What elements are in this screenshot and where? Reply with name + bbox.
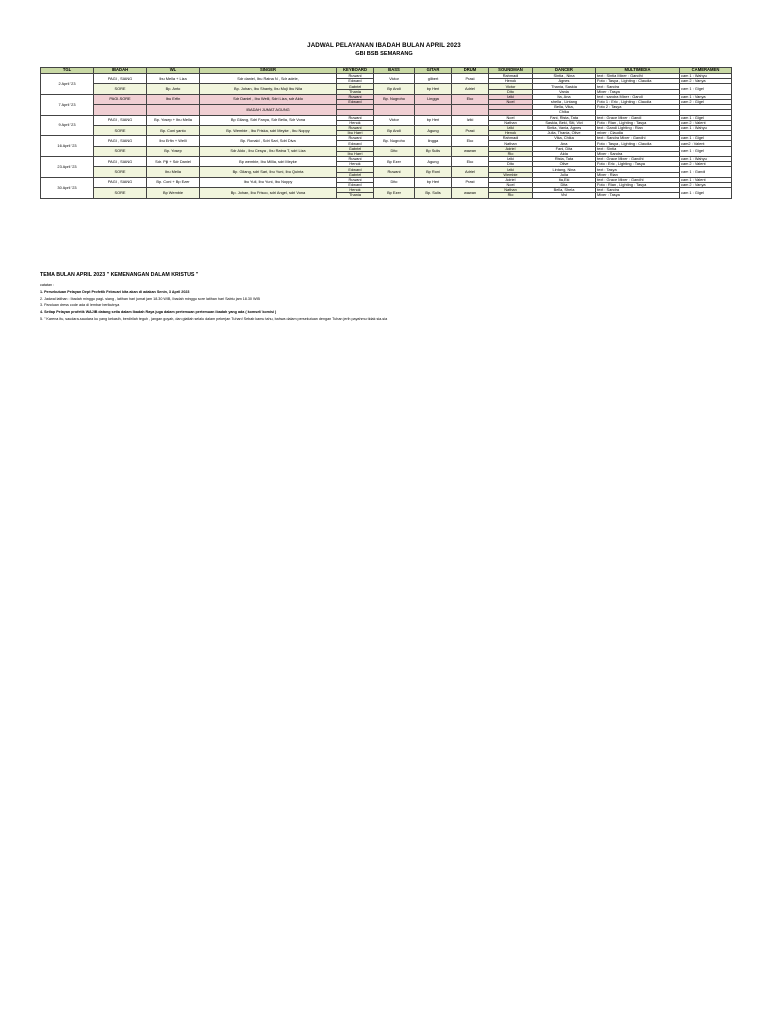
dancer-cell: Ita, Ana — [533, 94, 596, 99]
cameramen-cell: cam 1 : Wahyu — [680, 125, 732, 130]
worship-leader-cell: Bp. Anto — [147, 84, 200, 94]
multimedia-cell: Mixer : Sandra — [596, 151, 680, 156]
cameramen-cell: cam 1 : Gigel — [680, 136, 732, 141]
soundman-cell: Noel — [489, 115, 533, 120]
note-line: 3. Panduan dress code ada di lembar berikutnya — [40, 303, 120, 308]
drum-cell: Eko — [452, 157, 489, 167]
singer-cell: Bp. Gilang, sdri Sari, Ibu Yuni, Ibu Quinta — [200, 167, 337, 177]
guitar-cell: Bp. Sulis — [415, 188, 452, 198]
multimedia-cell: Foto : Tasya , Lighting : Claudia — [596, 79, 680, 84]
multimedia-cell: Foto : Eric , Lighting : Tasya — [596, 162, 680, 167]
note-line: 1. Persekutuan Pelayan Dept Profetik Februari kita akan di adakan Senin, 3 April 2023 — [40, 289, 190, 294]
header-cell: GITAR — [415, 68, 452, 74]
dancer-cell: Ita,Eki — [533, 177, 596, 182]
multimedia-cell: text : Sintia — [596, 146, 680, 151]
guitar-cell: Lingga — [415, 94, 452, 104]
table-row — [41, 115, 732, 120]
cameramen-cell: cam 1 : Vanya — [680, 94, 732, 99]
worship-leader-cell — [147, 105, 200, 115]
drum-cell: Eko — [452, 94, 489, 104]
keyboard-cell: Edward — [337, 141, 374, 146]
drum-cell: Prast — [452, 74, 489, 84]
keyboard-cell: Ruwani — [337, 94, 374, 99]
keyboard-cell: Edward — [337, 79, 374, 84]
worship-leader-cell: Bp. Coni yanto — [147, 125, 200, 135]
date-cell: 16 April '23 — [41, 136, 94, 157]
soundman-cell: Rio — [489, 151, 533, 156]
service-cell: SORE — [94, 84, 147, 94]
singer-cell: Bp. Ronald , Sdri Sari, Sdri Diva — [200, 136, 337, 146]
multimedia-cell: Foto 1 : Eric , Lighting : Claudia — [596, 99, 680, 104]
bass-cell: Dito — [374, 146, 415, 156]
header-cell: CAMERAMEN — [680, 68, 732, 74]
bass-cell: Victor — [374, 74, 415, 84]
soundman-cell: Dito — [489, 89, 533, 94]
soundman-cell: Nathan — [489, 120, 533, 125]
bass-cell: Bp. Nugroho — [374, 94, 415, 104]
keyboard-cell: Thania — [337, 89, 374, 94]
worship-leader-cell: Bp. Yosep — [147, 146, 200, 156]
multimedia-cell: Mixer : Rian — [596, 172, 680, 177]
soundman-cell: Rahmadi — [489, 136, 533, 141]
month-theme: TEMA BULAN APRIL 2023 " KEMENANGAN DALAM KRISTUS " — [40, 272, 199, 278]
service-cell: PAGI-SORE — [94, 94, 147, 104]
schedule-table — [40, 67, 732, 199]
multimedia-cell: Foto : Tasya , Lighting : Claudia — [596, 141, 680, 146]
cameramen-cell: cam 1 : Gandi — [680, 167, 732, 177]
document-title: JADWAL PELAYANAN IBADAH BULAN APRIL 2023 — [307, 42, 461, 49]
guitar-cell: bp Heri — [415, 115, 452, 125]
service-cell: SORE — [94, 146, 147, 156]
soundman-cell: Henok — [489, 131, 533, 136]
worship-leader-cell: Bp. Yosep + Ibu Mella — [147, 115, 200, 125]
soundman-cell: Nathan — [489, 141, 533, 146]
multimedia-cell: text : sandra Mixer : Gandi — [596, 94, 680, 99]
notes-section — [40, 272, 740, 323]
keyboard-cell: Ibu Harri — [337, 151, 374, 156]
dancer-cell: Fani, Rista, Tata — [533, 115, 596, 120]
header-cell: BASS — [374, 68, 415, 74]
dancer-cell: Chika — [533, 110, 596, 115]
cameramen-cell: cam 1 : Gigel — [680, 115, 732, 120]
cameramen-cell: cam2 : Valent — [680, 141, 732, 146]
worship-leader-cell: Sdr. Piji + Sdr Daniel — [147, 157, 200, 167]
soundman-cell: Rahmadi — [489, 74, 533, 79]
drum-cell: Prast — [452, 125, 489, 135]
worship-leader-cell: Bp. Coni + Bp Ezer — [147, 177, 200, 187]
drum-cell: Adriel — [452, 84, 489, 94]
multimedia-cell: text : Grace Mixer : Gandi — [596, 115, 680, 120]
worship-leader-cell: Ibu Mella — [147, 167, 200, 177]
service-cell: PAGI , SIANG — [94, 177, 147, 187]
multimedia-cell: text : Sandra Mixer : Gandhi — [596, 136, 680, 141]
cameramen-cell: cam 2 : Valent — [680, 162, 732, 167]
cameramen-cell: cam 1 : Wahyu — [680, 74, 732, 79]
table-row — [41, 136, 732, 141]
multimedia-cell: Foto 2 : Tasya — [596, 105, 680, 110]
multimedia-cell: text : Tasya — [596, 167, 680, 172]
keyboard-cell: Ruwani — [337, 125, 374, 130]
keyboard-cell: Ibu Harri — [337, 131, 374, 136]
keyboard-cell: Ruwani — [337, 74, 374, 79]
guitar-cell: bp Heri — [415, 84, 452, 94]
table-row — [41, 125, 732, 130]
cameramen-cell: cam 1 : Gigel — [680, 188, 732, 198]
note-line: 5. " Karena itu, saudara-saudara ku yang kekasih, berdirilah teguh , jangan goyah, dan giatlah selalu dalam pekerjan Tuhan! Sebab kamu tahu, bahwa dalam persekutuan dengan Tuhan jerih payahmu tidak sia-sia — [40, 316, 388, 321]
soundman-cell: Henok — [489, 79, 533, 84]
header-cell: IBADAH — [94, 68, 147, 74]
singer-cell: Ibu Yuli, Ibu Yuni, Ibu Noppy — [200, 177, 337, 187]
date-cell: 7 April '23 — [41, 94, 94, 115]
bass-cell: Dito — [374, 177, 415, 187]
table-row — [41, 177, 732, 182]
drum-cell: wawan — [452, 188, 489, 198]
multimedia-cell: text : Sandra — [596, 188, 680, 193]
bass-cell — [374, 105, 415, 115]
note-line: 4. Setiap Pelayan profetik WAJIB datang setia dalam Ibadah Raya juga dalam pertemuan pertemuan ibadah yang ada ( komsel/ komisi ) — [40, 310, 277, 315]
dancer-cell: Sintia, Vania, Agnes — [533, 125, 596, 130]
multimedia-cell: Mixer : Tasya — [596, 193, 680, 198]
header-cell: WL — [147, 68, 200, 74]
multimedia-cell: text : Sintia Mixer : Gandhi — [596, 74, 680, 79]
soundman-cell: Adriel — [489, 146, 533, 151]
cameramen-cell: cam 1 : Valent — [680, 177, 732, 182]
header-cell: DANCER — [533, 68, 596, 74]
guitar-cell: gilbert — [415, 74, 452, 84]
soundman-cell: Nathan — [489, 188, 533, 193]
dancer-cell: Vivi — [533, 193, 596, 198]
header-cell: SINGER — [200, 68, 337, 74]
multimedia-cell: text : Sandra — [596, 84, 680, 89]
dancer-cell: Julia — [533, 172, 596, 177]
note-line: catatan : — [40, 283, 55, 287]
keyboard-cell: Ruwani — [337, 115, 374, 120]
header-cell: SOUNDMAN — [489, 68, 533, 74]
guitar-cell: bp Heri — [415, 177, 452, 187]
soundman-cell: Dito — [489, 162, 533, 167]
worship-leader-cell: Ibu Erfin — [147, 94, 200, 104]
guitar-cell: Agung — [415, 125, 452, 135]
cameramen-cell: cam 1 : Gigel — [680, 146, 732, 156]
date-cell: 9 April '23 — [41, 115, 94, 136]
cameramen-cell: cam 1 : Wahyu — [680, 157, 732, 162]
guitar-cell: Bp Roni — [415, 167, 452, 177]
keyboard-cell: Thania — [337, 193, 374, 198]
keyboard-cell: Gabriel — [337, 84, 374, 89]
guitar-cell: Agung — [415, 157, 452, 167]
dancer-cell: Fani, Dita — [533, 146, 596, 151]
bass-cell: Bp. Nugroho — [374, 136, 415, 146]
bass-cell: Ruwani — [374, 167, 415, 177]
document-subtitle: GBI BSB SEMARANG — [355, 51, 413, 57]
bass-cell: Victor — [374, 115, 415, 125]
bass-cell: Bp Andi — [374, 125, 415, 135]
worship-leader-cell: Ibu Erfin + Welli — [147, 136, 200, 146]
dancer-cell: Bella, Shela — [533, 188, 596, 193]
header-cell: MULTIMEDIA — [596, 68, 680, 74]
service-cell: PAGI , SIANG — [94, 74, 147, 84]
dancer-cell: Agnes — [533, 79, 596, 84]
multimedia-cell: Foto : Rian , Lighting : Tasya — [596, 182, 680, 187]
dancer-cell: Thania, Saskia — [533, 84, 596, 89]
soundman-cell: Iziki — [489, 157, 533, 162]
dancer-cell: Saskia, Beki, Siti, Vivi — [533, 120, 596, 125]
soundman-cell: Adriel — [489, 177, 533, 182]
service-cell — [94, 105, 147, 115]
keyboard-cell: Henok — [337, 162, 374, 167]
service-cell: SORE — [94, 167, 147, 177]
keyboard-cell: Ruwani — [337, 177, 374, 182]
dancer-cell: Bella, Vika, — [533, 105, 596, 110]
multimedia-cell: Foto : Rian , Lighting : Tasya — [596, 120, 680, 125]
singer-cell: Bp. Johan, Ibu Shanty, Ibu Muji Ibu Nila — [200, 84, 337, 94]
table-row — [41, 74, 732, 79]
soundman-cell: Victor — [489, 84, 533, 89]
date-cell: 2 April '23 — [41, 74, 94, 95]
singer-cell: Bp Gilang, Sdri Fanya, Sdr Bella, Sdr Vona — [200, 115, 337, 125]
dancer-cell: Rista, Tata — [533, 157, 596, 162]
soundman-cell: Noel — [489, 99, 533, 104]
multimedia-cell: text : Grace Mixer : Gandhi — [596, 157, 680, 162]
multimedia-cell: Mixer : Tasya — [596, 89, 680, 94]
guitar-cell: Bp Sulis — [415, 146, 452, 156]
singer-cell: Bp. Wembie , Ibu Friska, sdri Meyke , Ibu Noppy — [200, 125, 337, 135]
table-row — [41, 157, 732, 162]
header-cell: DRUM — [452, 68, 489, 74]
dancer-cell: Alda — [533, 151, 596, 156]
table-row — [41, 94, 732, 99]
dancer-cell: Vika, Chika — [533, 136, 596, 141]
keyboard-cell: Gabriel — [337, 172, 374, 177]
cameramen-cell: cam 2 : Vanya — [680, 182, 732, 187]
dancer-cell: Ana — [533, 141, 596, 146]
cameramen-cell: cam 2 : Vanya — [680, 79, 732, 84]
header-cell: KEYBOARD — [337, 68, 374, 74]
keyboard-cell: Edward — [337, 182, 374, 187]
cameramen-cell: cam 1 : Gigel — [680, 84, 732, 94]
drum-cell: Adriel — [452, 167, 489, 177]
singer-cell: Bp wembie, Ibu Millia, sdri Meyke — [200, 157, 337, 167]
drum-cell: Prast — [452, 177, 489, 187]
service-cell: SORE — [94, 188, 147, 198]
bass-cell: Bp Ezer — [374, 188, 415, 198]
keyboard-cell: Henok — [337, 188, 374, 193]
soundman-cell: Rio — [489, 193, 533, 198]
dancer-cell: shella , Lintang — [533, 99, 596, 104]
soundman-cell: Noel — [489, 182, 533, 187]
dancer-cell: Sintia , Nina — [533, 74, 596, 79]
keyboard-cell: Gabriel — [337, 146, 374, 151]
singer-cell: Bp. Johan, Ibu Frisco, sdri Angel, sdri Vona — [200, 188, 337, 198]
singer-cell: Sdr Aldo , Ibu Cesya , Ibu Ratna T, sdri Liza — [200, 146, 337, 156]
dancer-cell: Lintang, Nina — [533, 167, 596, 172]
dancer-cell: Olive — [533, 162, 596, 167]
singer-cell: IBADAH JUMAT AGUNG — [200, 105, 337, 115]
drum-cell — [452, 105, 489, 115]
guitar-cell — [415, 105, 452, 115]
dancer-cell: Dita — [533, 182, 596, 187]
worship-leader-cell: Bp Wembie — [147, 188, 200, 198]
keyboard-cell: Ruwani — [337, 136, 374, 141]
keyboard-cell: Edward — [337, 99, 374, 104]
soundman-cell: Iziki — [489, 125, 533, 130]
date-cell: 23 April '23 — [41, 157, 94, 178]
multimedia-cell: text : Grace Mixer : Gandhi — [596, 177, 680, 182]
cameramen-cell: cam 2 : Gigel — [680, 99, 732, 104]
drum-cell: Iziki — [452, 115, 489, 125]
drum-cell: Eko — [452, 136, 489, 146]
cameramen-cell: cam 2 : Valent — [680, 120, 732, 125]
soundman-cell: Wembie — [489, 172, 533, 177]
dancer-cell: Julia, Thania, Olive — [533, 131, 596, 136]
singer-cell: Sdr daniel, Ibu Ratna N , Sdr adele, — [200, 74, 337, 84]
guitar-cell: lingga — [415, 136, 452, 146]
service-cell: PAGI , SIANG — [94, 136, 147, 146]
soundman-cell: Iziki — [489, 167, 533, 172]
worship-leader-cell: Ibu Mella + Liza — [147, 74, 200, 84]
service-cell: SORE — [94, 125, 147, 135]
multimedia-cell: text : Gandi Lighting : Rian — [596, 125, 680, 130]
service-cell: PAGI , SIANG — [94, 157, 147, 167]
singer-cell: Sdr Daniel , Ibu Welli, Sdri Liza, sdr Aldo — [200, 94, 337, 104]
keyboard-cell: Edward — [337, 167, 374, 172]
note-line: 2. Jadwal latihan : Ibadah minggu pagi- siang , latihan hari jumat jam 18.30 WIB, Ibadah minggu sore latihan hari Sabtu jam 18.30 WIB — [40, 296, 260, 301]
bass-cell: Bp Ezer — [374, 157, 415, 167]
dancer-cell: Vania — [533, 89, 596, 94]
drum-cell: wawan — [452, 146, 489, 156]
keyboard-cell: Ruwani — [337, 157, 374, 162]
date-cell: 30 April '23 — [41, 177, 94, 198]
bass-cell: Bp Andi — [374, 84, 415, 94]
multimedia-cell: mixer : Claudia — [596, 131, 680, 136]
service-cell: PAGI , SIANG — [94, 115, 147, 125]
soundman-cell: Iziki — [489, 94, 533, 99]
keyboard-cell: Henok — [337, 120, 374, 125]
header-cell: TGL — [41, 68, 94, 74]
